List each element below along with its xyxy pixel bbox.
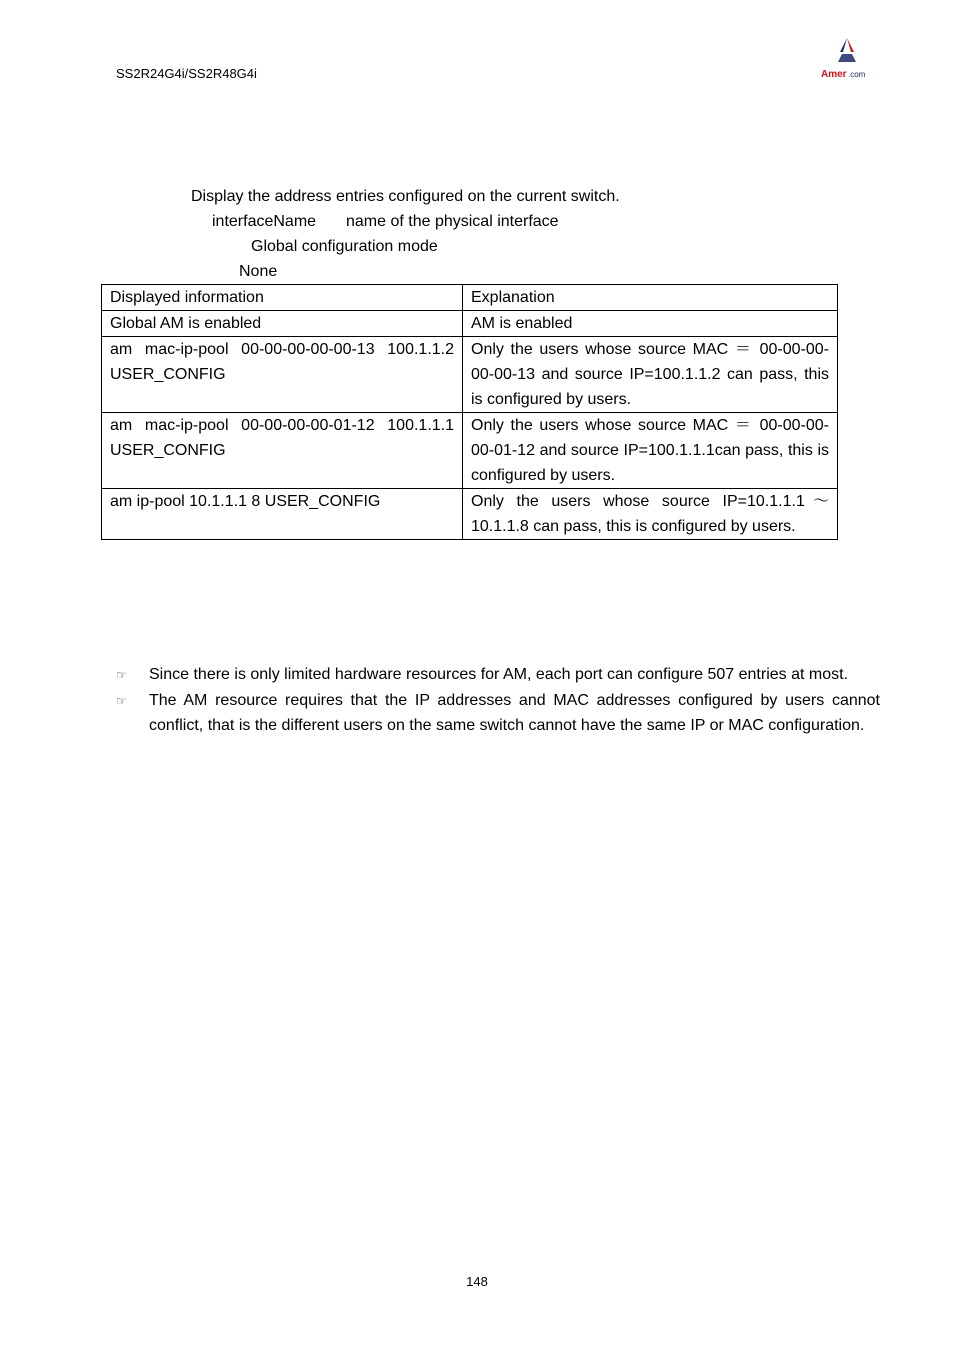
function-description: Display the address entries configured on the current switch. — [191, 188, 620, 205]
table-cell: AM is enabled — [463, 311, 838, 337]
note-text: The AM resource requires that the IP addresses and MAC addresses configured by users cannot conflict, that is the different users on the same switch cannot have the same IP or MAC configuration. — [149, 692, 880, 734]
list-item — [116, 688, 880, 738]
parameter-description: name of the physical interface — [346, 213, 559, 230]
table-row — [102, 337, 838, 413]
header-model-name: SS2R24G4i/SS2R48G4i — [116, 66, 257, 81]
table-row — [102, 311, 838, 337]
table-header-cell: Explanation — [463, 285, 838, 311]
page-number: 148 — [466, 1274, 488, 1289]
table-cell: Only the users whose source MAC ＝ 00-00-00-00-01-12 and source IP=100.1.1.1can pass, this is configured by users. — [463, 413, 838, 489]
table-cell: Only the users whose source MAC ＝ 00-00-00-00-00-13 and source IP=100.1.1.2 can pass, this is configured by users. — [463, 337, 838, 413]
note-text: Since there is only limited hardware resources for AM, each port can configure 507 entries at most. — [149, 666, 849, 683]
parameter-name: interfaceName — [212, 213, 317, 230]
pointing-hand-icon: ☞ — [116, 694, 127, 708]
table-row — [102, 413, 838, 489]
table-cell: am ip-pool 10.1.1.1 8 USER_CONFIG — [102, 489, 463, 540]
default-value: None — [239, 263, 278, 280]
display-info-table — [101, 284, 838, 540]
table-header-row — [102, 285, 838, 311]
table-row — [102, 489, 838, 540]
command-mode: Global configuration mode — [251, 238, 438, 255]
table-header-cell: Displayed information — [102, 285, 463, 311]
svg-text:Amer: Amer — [821, 69, 847, 80]
table-cell: am mac-ip-pool 00-00-00-00-00-13 100.1.1.2 USER_CONFIG — [102, 337, 463, 413]
svg-text:.com: .com — [848, 70, 866, 79]
amer-logo — [818, 36, 878, 82]
table-cell: Global AM is enabled — [102, 311, 463, 337]
notes-list — [116, 662, 880, 738]
pointing-hand-icon: ☞ — [116, 668, 127, 682]
table-cell: Only the users whose source IP=10.1.1.1～10.1.1.8 can pass, this is configured by users. — [463, 489, 838, 540]
list-item — [116, 662, 880, 688]
table-cell: am mac-ip-pool 00-00-00-00-01-12 100.1.1.1 USER_CONFIG — [102, 413, 463, 489]
